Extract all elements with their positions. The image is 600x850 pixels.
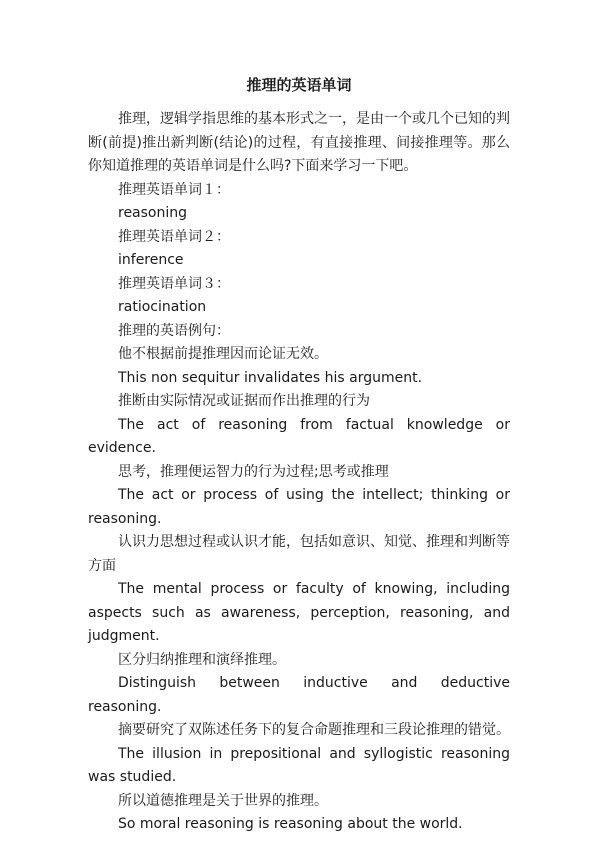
example-7-en: So moral reasoning is reasoning about the world. (118, 816, 463, 832)
example-6-zh: 摘要研究了双陈述任务下的复合命题推理和三段论推理的错觉。 (118, 722, 510, 738)
document-title: 推理的英语单词 (246, 76, 352, 94)
example-5-en: Distinguish between inductive and deductive reasoning. (88, 675, 510, 715)
examples-heading: 推理的英语例句： (118, 322, 230, 339)
example-2-en: The act of reasoning from factual knowledge or evidence. (88, 416, 510, 456)
example-1-zh: 他不根据前提推理因而论证无效。 (118, 346, 328, 362)
example-1-en: This non sequitur invalidates his argument. (118, 369, 423, 386)
example-4-en: The mental process or faculty of knowing, including aspects such as awareness, perception, reasoning, and judgment. (88, 581, 510, 644)
word-heading-3: 推理英语单词３： (118, 275, 230, 292)
example-7-zh: 所以道德推理是关于世界的推理。 (118, 792, 328, 809)
word-heading-1: 推理英语单词１： (118, 181, 230, 198)
word-2: inference (118, 252, 184, 268)
word-heading-2: 推理英语单词２： (118, 228, 230, 245)
example-2-zh: 推断由实际情况或证据而作出推理的行为 (118, 393, 370, 409)
word-1: reasoning (118, 205, 188, 221)
example-5-zh: 区分归纳推理和演绎推理。 (118, 651, 286, 668)
intro-paragraph: 推理，逻辑学指思维的基本形式之一，是由一个或几个已知的判断(前提)推出新判断(结论)的过程，有直接推理、间接推理等。那么你知道推理的英语单词是什么吗?下面来学习一下吧。 (88, 111, 510, 174)
word-3: ratiocination (118, 299, 207, 315)
example-3-en: The act or process of using the intellect; thinking or reasoning. (88, 487, 510, 527)
example-6-en: The illusion in prepositional and syllogistic reasoning was studied. (88, 745, 510, 785)
example-4-zh: 认识力思想过程或认识才能，包括如意识、知觉、推理和判断等方面 (88, 534, 510, 574)
example-3-zh: 思考，推理便运智力的行为过程;思考或推理 (118, 463, 389, 480)
document-page (88, 74, 510, 837)
